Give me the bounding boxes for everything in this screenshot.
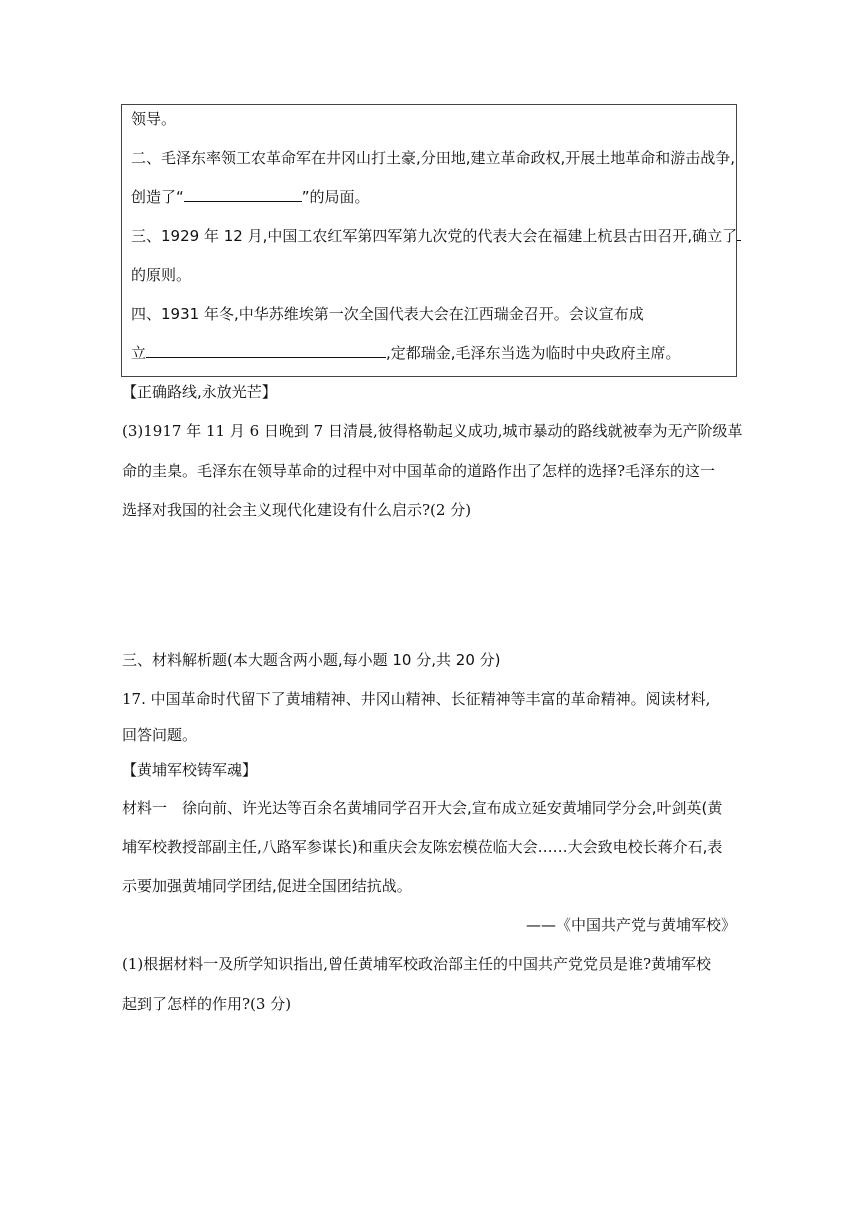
answer-blank-1[interactable] bbox=[184, 187, 302, 202]
question-1-line-1: (1)根据材料一及所学知识指出,曾任黄埔军校政治部主任的中国共产党党员是谁?黄埔军校 bbox=[122, 955, 712, 973]
question-3-line-2: 命的圭臬。毛泽东在领导革命的过程中对中国革命的道路作出了怎样的选择?毛泽东的这一 bbox=[122, 462, 716, 480]
section-heading-whampoa: 【黄埔军校铸军魂】 bbox=[122, 761, 258, 779]
question-3-line-3: 选择对我国的社会主义现代化建设有什么启示?(2 分) bbox=[122, 501, 472, 519]
material-1-line-2: 埔军校教授部副主任,八路军参谋长)和重庆会友陈宏模莅临大会……大会致电校长蒋介石,表 bbox=[122, 838, 723, 856]
question-17-line-2: 回答问题。 bbox=[122, 726, 198, 744]
box-line-1: 领导。 bbox=[131, 110, 177, 128]
box-line-2: 二、毛泽东率领工农革命军在井冈山打土豪,分田地,建立革命政权,开展土地革命和游击战争, bbox=[131, 149, 736, 167]
box-line-3-prefix: 创造了“ bbox=[131, 188, 184, 206]
box-line-7-suffix: ,定都瑞金,毛泽东当选为临时中央政府主席。 bbox=[386, 344, 681, 362]
material-1-line-1: 材料一 徐向前、许光达等百余名黄埔同学召开大会,宣布成立延安黄埔同学分会,叶剑英(黄 bbox=[122, 799, 723, 817]
box-line-3 bbox=[131, 187, 370, 207]
box-line-6: 四、1931 年冬,中华苏维埃第一次全国代表大会在江西瑞金召开。会议宣布成 bbox=[131, 305, 644, 323]
box-line-4 bbox=[131, 226, 741, 246]
material-1-source: ——《中国共产党与黄埔军校》 bbox=[525, 916, 736, 934]
question-3-line-1: (3)1917 年 11 月 6 日晚到 7 日清晨,彼得格勒起义成功,城市暴动的路线就被奉为无产阶级革 bbox=[122, 422, 743, 440]
material-1-line-3: 示要加强黄埔同学团结,促进全国团结抗战。 bbox=[122, 877, 412, 895]
box-line-3-suffix: ”的局面。 bbox=[301, 188, 370, 206]
box-line-4-text: 三、1929 年 12 月,中国工农红军第四军第九次党的代表大会在福建上杭县古田召开,确立了 bbox=[131, 227, 738, 245]
question-1-line-2: 起到了怎样的作用?(3 分) bbox=[122, 995, 292, 1013]
answer-blank-3[interactable] bbox=[146, 343, 386, 358]
question-17-line-1: 17. 中国革命时代留下了黄埔精神、井冈山精神、长征精神等丰富的革命精神。阅读材料, bbox=[122, 690, 711, 708]
part-3-heading: 三、材料解析题(本大题含两小题,每小题 10 分,共 20 分) bbox=[122, 651, 501, 669]
section-heading-correct-route: 【正确路线,永放光芒】 bbox=[122, 383, 277, 401]
box-line-5: 的原则。 bbox=[131, 266, 192, 284]
box-line-7 bbox=[131, 343, 681, 363]
answer-blank-2[interactable] bbox=[737, 226, 741, 241]
box-line-7-prefix: 立 bbox=[131, 344, 147, 362]
